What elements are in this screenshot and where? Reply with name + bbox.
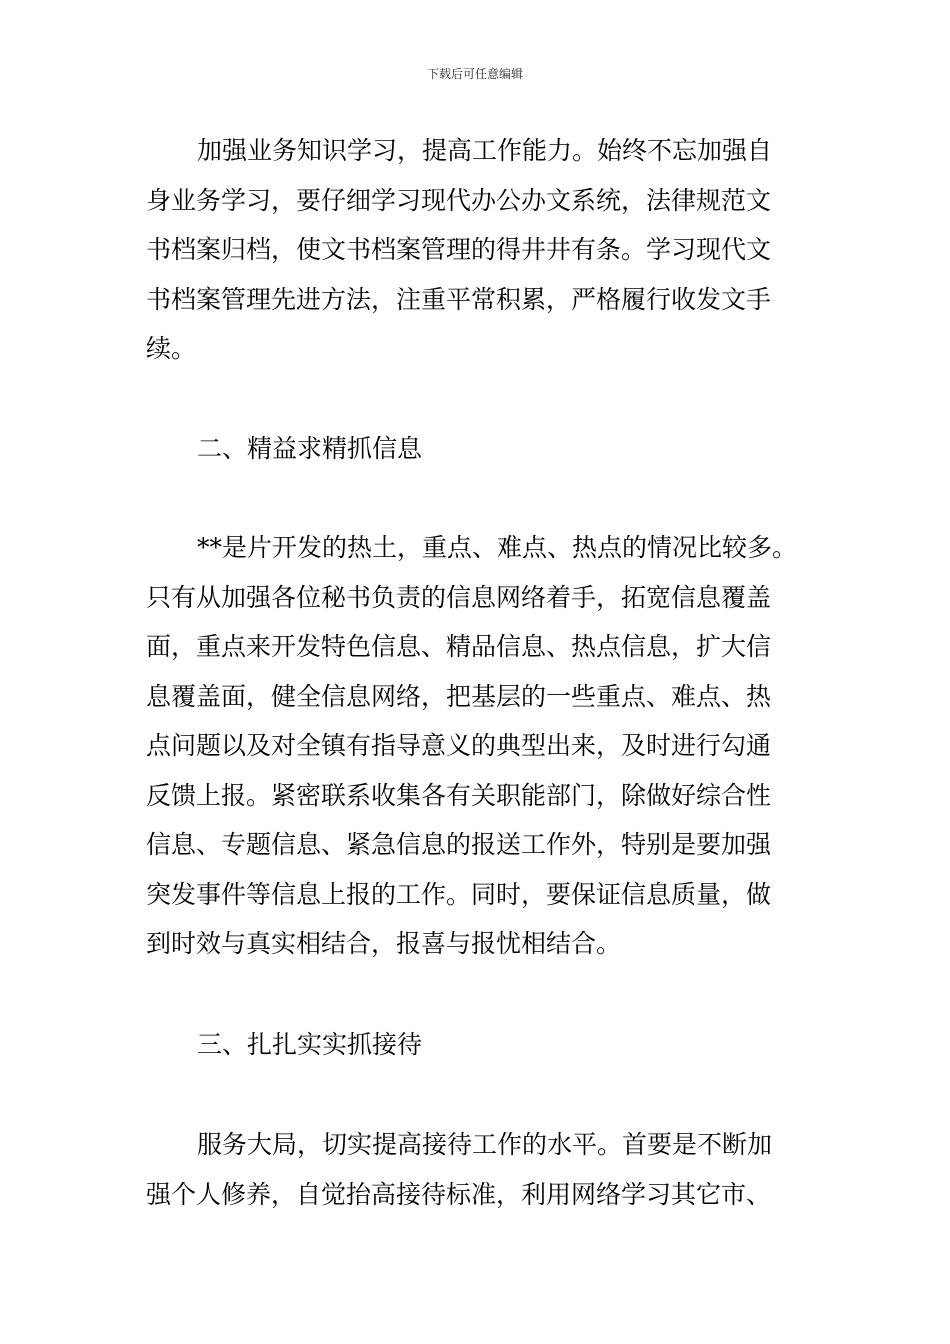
paragraph-line: 到时效与真实相结合，报喜与报忧相结合。 [146,929,622,958]
paragraph-line: 书档案归档，使文书档案管理的得井井有条。学习现代文 [146,235,772,264]
section-heading-information [146,424,811,474]
paragraph-line: **是片开发的热土，重点、难点、热点的情况比较多。 [197,533,798,562]
heading-text: 二、精益求精抓信息 [197,434,423,463]
paragraph-line: 书档案管理先进方法，注重平常积累，严格履行收发文手 [146,284,772,314]
paragraph-line: 只有从加强各位秘书负责的信息网络着手，拓宽信息覆盖 [146,582,772,612]
heading-text: 三、扎扎实实抓接待 [197,1030,423,1059]
page-header-note: 下载后可任意编辑 [426,67,523,81]
paragraph-line: 加强业务知识学习，提高工作能力。始终不忘加强自 [197,136,773,165]
paragraph-line: 突发事件等信息上报的工作。同时，要保证信息质量，做 [146,879,772,909]
paragraph-line: 面，重点来开发特色信息、精品信息、热点信息，扩大信 [146,632,772,661]
paragraph-line: 身业务学习，要仔细学习现代办公办文系统，法律规范文 [146,185,772,215]
paragraph-line: 反馈上报。紧密联系收集各有关职能部门，除做好综合性 [146,780,772,810]
paragraph-information [146,523,811,969]
paragraph-line: 息覆盖面，健全信息网络，把基层的一些重点、难点、热 [146,681,772,711]
paragraph-line: 点问题以及对全镇有指导意义的典型出来，及时进行勾通 [146,731,772,760]
paragraph-line: 强个人修养，自觉抬高接待标准，利用网络学习其它市、 [146,1179,772,1209]
paragraph-line: 信息、专题信息、紧急信息的报送工作外，特别是要加强 [146,830,772,859]
section-heading-reception [146,1020,811,1070]
paragraph-line: 续。 [146,334,197,363]
paragraph-reception [146,1120,811,1219]
paragraph-line: 服务大局，切实提高接待工作的水平。首要是不断加 [197,1130,773,1159]
paragraph-work-ability [146,126,811,374]
